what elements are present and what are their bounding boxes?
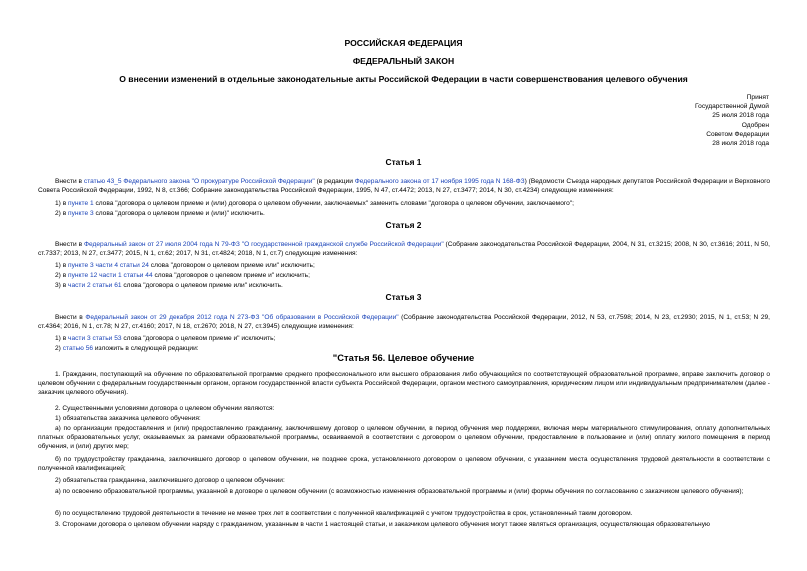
list-item (55, 199, 770, 208)
link-art-24[interactable]: пункте 3 части 4 статьи 24 (68, 262, 149, 269)
list-item (55, 209, 770, 218)
text-run: Внести в (55, 178, 84, 185)
doc-type-heading: ФЕДЕРАЛЬНЫЙ ЗАКОН (352, 56, 455, 66)
text-run: 2) в (55, 210, 69, 217)
article-1-paragraph (38, 177, 770, 195)
link-prosecutor-law[interactable]: статью 43_5 Федерального закона "О прокуратуре Российской Федерации" (83, 178, 315, 185)
text-run: 1) в (55, 262, 69, 269)
approval-line: Одобрен (741, 121, 769, 129)
text-run: слова "договора о целевом приеме и (или)" исключить. (93, 210, 265, 217)
approval-line: Советом Федерации (706, 130, 769, 138)
text-run: слова "договоров о целевом приеме и" исключить; (152, 272, 310, 279)
text-run: Внести в (55, 314, 86, 321)
text-run: слова "договором о целевом приеме или" исключить; (148, 262, 315, 269)
link-point-1[interactable]: пункте 1 (68, 200, 94, 207)
paragraph: а) по организации предоставления и (или) предоставлению гражданину, заключившему договор о целевом обучении, в период обучения мер поддержки, включая меры материального стимулирования, оплату дополнительных платных образовательных услуг, оказываемых за рамками образовательной программы, осваиваемой в соответствии с договором о целевом обучении, предоставление в пользование и (или) оплату жилого помещения в период обучения, и (или) других мер; (38, 425, 770, 451)
text-run: изложить в следующей редакции: (93, 345, 199, 352)
adoption-line: Государственной Думой (695, 103, 769, 111)
list-item (55, 271, 770, 280)
list-item (55, 334, 770, 343)
paragraph: б) по трудоустройству гражданина, заключившего договор о целевом обучении, не позднее срока, установленного договором о целевом обучении, с указанием места осуществления трудовой деятельности в соответствии с полученной квалификацией; (38, 456, 770, 473)
list-item (55, 281, 770, 290)
text-run: ) (Ведомости Съезда народных депутатов Российской Федерации и Верховного Совета Российской Федерации, 1992, N 8, ст.366; Собрание законодательства Российской Федерации, 1995, N 47, ст.4472; 2013, N 27, ст.3477; 2014, N 30, ст.4234) следующие изменения: (38, 178, 770, 195)
approval-date: 28 июля 2018 года (712, 140, 769, 148)
link-art-44[interactable]: пункте 12 части 1 статьи 44 (68, 272, 153, 279)
link-art-53[interactable]: части 3 статьи 53 (68, 335, 122, 342)
text-run: 1) в (55, 335, 69, 342)
paragraph: 3. Сторонами договора о целевом обучении наряду с гражданином, указанным в части 1 настоящей статьи, и заказчиком целевого обучения могут также являться организация, осуществляющая образовательную (55, 521, 710, 528)
text-run: 1) в (55, 200, 69, 207)
list-item (55, 261, 770, 270)
paragraph: 1. Гражданин, поступающий на обучение по образовательной программе среднего профессионального или высшего образования либо обучающийся по соответствующей образовательной программе, вправе заключить договор о целевом обучении с федеральным государственным органом, органом государственной власти субъекта Российской Федерации, органом местного самоуправления, юридическим лицом или индивидуальным предпринимателем (далее - заказчик целевого обучения). (38, 371, 770, 397)
text-run: слова "договора о целевом приеме и" исключить; (121, 335, 276, 342)
text-run: слова "договора о целевом приеме или" исключить. (121, 282, 283, 289)
text-run: (в редакции (314, 178, 355, 185)
adoption-block (569, 93, 769, 148)
link-art-56[interactable]: статью 56 (62, 345, 94, 352)
paragraph: 2) обязательства гражданина, заключившего договор о целевом обучении: (55, 477, 285, 484)
link-fz-79[interactable]: Федеральный закон от 27 июля 2004 года N 79-ФЗ "О государственной гражданской службе Российской Федерации" (84, 241, 444, 248)
text-run: 2) в (55, 272, 69, 279)
adoption-date: 25 июля 2018 года (712, 112, 769, 120)
link-point-3[interactable]: пункте 3 (68, 210, 94, 217)
paragraph: б) по осуществлению трудовой деятельности в течение не менее трех лет в соответствии с полученной квалификацией с учетом трудоустройства в срок, установленный таким договором. (55, 510, 633, 517)
text-run: (Собрание законодательства Российской Федерации, 2004, N 31, ст.3215; 2008, N 30, ст.3616; 2011, N 50, ст.7337; 2013, N 27, ст.3477; 2015, N 1, ст.62; 2017, N 31, ст.4824; 2018, N 1, ст.7) следующие изменения: (38, 241, 771, 258)
text-run: 2) (55, 345, 63, 352)
text-run: Внести в (55, 241, 84, 248)
article-3-paragraph (38, 313, 770, 331)
text-run: слова "договора о целевом приеме и (или) договора о целевом обучении, заключаемых" заменить словами "договора о целевом обучении, заключаемого"; (93, 200, 574, 207)
paragraph: 1) обязательства заказчика целевого обучения: (55, 415, 201, 422)
text-run: (Собрание законодательства Российской Федерации, 2012, N 53, ст.7598; 2014, N 23, ст.2930; 2015, N 1, ст.53; N 29, ст.4364; 2016, N 1, ст.78; N 27, ст.4160; 2017, N 18, ст.2670; 2018, N 27, ст.3945) следующие изменения: (38, 314, 770, 331)
article-2-paragraph (38, 240, 770, 258)
country-heading: РОССИЙСКАЯ ФЕДЕРАЦИЯ (344, 38, 463, 48)
article-1-heading: Статья 1 (385, 157, 422, 167)
article-56-heading: "Статья 56. Целевое обучение (332, 352, 475, 363)
text-run: 3) в (55, 282, 69, 289)
article-2-heading: Статья 2 (385, 220, 422, 230)
law-title: О внесении изменений в отдельные законодательные акты Российской Федерации в части совершенствования целевого обучения (119, 74, 688, 84)
link-art-61[interactable]: части 2 статьи 61 (68, 282, 122, 289)
link-fz-168[interactable]: Федерального закона от 17 ноября 1995 года N 168-ФЗ (354, 178, 525, 185)
paragraph: 2. Существенными условиями договора о целевом обучении являются: (55, 405, 275, 412)
paragraph: а) по освоению образовательной программы, указанной в договоре о целевом обучении (с возможностью изменения образовательной программы и (или) формы обучения по согласованию с заказчиком целевого обучения); (55, 488, 744, 495)
link-fz-273[interactable]: Федеральный закон от 29 декабря 2012 года N 273-ФЗ "Об образовании в Российской Федерации" (85, 314, 399, 321)
article-3-heading: Статья 3 (385, 292, 422, 302)
adoption-line: Принят (746, 94, 769, 101)
